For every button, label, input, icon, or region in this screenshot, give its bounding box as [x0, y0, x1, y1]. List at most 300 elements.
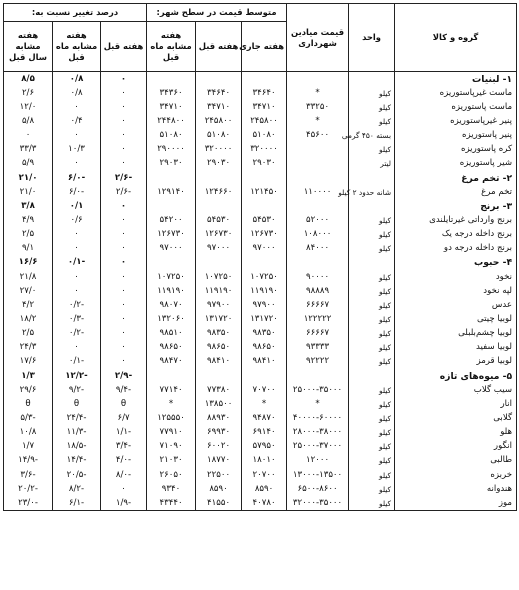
market-price: ۴۰۰۰۰-۶۰۰۰۰	[287, 411, 349, 425]
table-row	[4, 298, 517, 312]
item-name: ۳- برنج	[395, 199, 517, 213]
market-price: ۴۵۶۰۰	[287, 129, 349, 143]
prev-month-price: ۵۱۰۸۰	[147, 129, 196, 143]
prev-month-price: ۹۷۰۰۰	[147, 242, 196, 256]
prev-week-price: ۹۸۳۵۰	[196, 327, 242, 341]
pct-prev-month: -۱۲/۲	[53, 369, 101, 383]
pct-prev-week: ۰	[101, 129, 147, 143]
market-price	[287, 256, 349, 270]
prev-month-price: ۷۱۰۹۰	[147, 440, 196, 454]
unit: کیلو	[349, 454, 395, 468]
group-row	[4, 256, 517, 270]
item-name: خربزه	[395, 468, 517, 482]
prev-month-price: ۱۱۹۱۹۰	[147, 284, 196, 298]
prev-month-price	[147, 199, 196, 213]
unit: کیلو	[349, 440, 395, 454]
prev-week-price: ۸۸۹۳۰	[196, 411, 242, 425]
current-week-price: ۳۴۷۱۰	[242, 100, 287, 114]
pct-prev-week: ۰	[101, 284, 147, 298]
prev-week-price: ۲۹۰۳۰	[196, 157, 242, 171]
table-row	[4, 100, 517, 114]
pct-prev-week: θ	[101, 397, 147, 411]
current-week-price: ۵۷۹۵۰	[242, 440, 287, 454]
pct-prev-year: ۱۸/۲	[4, 312, 53, 326]
unit: کیلو	[349, 100, 395, 114]
current-week-price: ۸۵۹۰	[242, 482, 287, 496]
current-week-price	[242, 369, 287, 383]
table-row	[4, 426, 517, 440]
item-name: برنج داخله درجه یک	[395, 228, 517, 242]
item-name: طالبی	[395, 454, 517, 468]
pct-prev-week: ۰	[101, 228, 147, 242]
pct-prev-month: ۰	[53, 242, 101, 256]
group-row	[4, 199, 517, 213]
table-row	[4, 242, 517, 256]
table-row	[4, 327, 517, 341]
current-week-price	[242, 199, 287, 213]
market-price	[287, 157, 349, 171]
unit	[349, 256, 395, 270]
market-price: ۱۲۲۲۲۲	[287, 312, 349, 326]
current-week-price: *	[242, 397, 287, 411]
group-row	[4, 171, 517, 185]
current-week-price	[242, 171, 287, 185]
prev-week-price: ۹۷۹۰۰	[196, 298, 242, 312]
pct-prev-year: ۱۰/۸	[4, 426, 53, 440]
prev-week-price: ۲۴۵۸۰۰	[196, 114, 242, 128]
pct-prev-year: ۲۷/۰	[4, 284, 53, 298]
pct-prev-month: ۰	[53, 157, 101, 171]
current-week-price: ۲۴۵۸۰۰	[242, 114, 287, 128]
item-name: هندوانه	[395, 482, 517, 496]
current-week-price: ۹۸۴۱۰	[242, 355, 287, 369]
item-name: برنج داخله درجه دو	[395, 242, 517, 256]
pct-prev-year: -۲۰/۲	[4, 482, 53, 496]
market-price: ۹۰۰۰۰	[287, 270, 349, 284]
prev-week-price: ۱۲۴۶۶۰	[196, 185, 242, 199]
market-price: ۱۱۰۰۰۰	[287, 185, 349, 199]
pct-prev-year: ۲۱/۰	[4, 185, 53, 199]
pct-prev-month: -۶/۱	[53, 496, 101, 511]
market-price: ۹۸۸۸۹	[287, 284, 349, 298]
prev-month-price	[147, 369, 196, 383]
pct-prev-month: -۱۸/۵	[53, 440, 101, 454]
item-name: انگور	[395, 440, 517, 454]
table-row	[4, 228, 517, 242]
unit: کیلو	[349, 143, 395, 157]
prev-week-price: ۹۸۴۱۰	[196, 355, 242, 369]
pct-prev-month: ۰/۸	[53, 86, 101, 100]
prev-week-price	[196, 171, 242, 185]
table-row	[4, 284, 517, 298]
market-price: ۱۲۰۰۰	[287, 454, 349, 468]
pct-prev-year: ۱/۳	[4, 369, 53, 383]
pct-prev-year: ۱/۷	[4, 440, 53, 454]
prev-month-price: ۲۹۰۳۰	[147, 157, 196, 171]
prev-month-price: ۲۶۰۵۰	[147, 468, 196, 482]
market-price: ۳۲۰۰۰-۳۵۰۰۰	[287, 496, 349, 511]
item-name: عدس	[395, 298, 517, 312]
current-week-price	[242, 256, 287, 270]
prev-week-price: ۹۷۰۰۰	[196, 242, 242, 256]
pct-prev-week: -۸/۰	[101, 468, 147, 482]
unit: لیتر	[349, 157, 395, 171]
item-name: موز	[395, 496, 517, 511]
header-item: گروه و کالا	[395, 4, 517, 72]
item-name: نخود	[395, 270, 517, 284]
market-price: ۹۳۳۳۳	[287, 341, 349, 355]
pct-prev-month: -۲۰/۵	[53, 468, 101, 482]
prev-week-price: ۱۳۱۷۲۰	[196, 312, 242, 326]
pct-prev-month: ۰	[53, 270, 101, 284]
market-price: ۲۵۰۰۰-۳۷۰۰۰	[287, 440, 349, 454]
table-row	[4, 411, 517, 425]
unit: کیلو	[349, 341, 395, 355]
unit	[349, 72, 395, 87]
item-name: لوبیا سفید	[395, 341, 517, 355]
market-price: ۶۶۶۶۷	[287, 298, 349, 312]
prev-month-price: ۲۱۰۳۰	[147, 454, 196, 468]
prev-month-price	[147, 171, 196, 185]
pct-prev-week: -۲/۹	[101, 369, 147, 383]
unit	[349, 171, 395, 185]
prev-week-price: ۸۵۹۰	[196, 482, 242, 496]
prev-month-price: ۱۰۷۲۵۰	[147, 270, 196, 284]
header-prev-month-week: هفته مشابه ماه قبل	[147, 22, 196, 72]
item-name: انار	[395, 397, 517, 411]
prev-month-price: ۲۴۴۸۰۰	[147, 114, 196, 128]
pct-prev-week: ۰	[101, 298, 147, 312]
prev-month-price: ۴۳۴۴۰	[147, 496, 196, 511]
pct-prev-month: ۰	[53, 284, 101, 298]
pct-prev-month: ۰	[53, 228, 101, 242]
current-week-price: ۹۸۳۵۰	[242, 327, 287, 341]
pct-prev-week: -۱/۹	[101, 496, 147, 511]
unit: شانه حدود ۲ کیلو	[349, 185, 395, 199]
item-name: گلابی	[395, 411, 517, 425]
table-row	[4, 397, 517, 411]
pct-prev-week: ۰	[101, 199, 147, 213]
market-price: ۶۶۶۶۷	[287, 327, 349, 341]
prev-month-price: ۳۴۷۱۰	[147, 100, 196, 114]
market-price: ۹۲۲۲۲	[287, 355, 349, 369]
pct-prev-week: ۰	[101, 482, 147, 496]
pct-prev-week: -۳/۴	[101, 440, 147, 454]
item-name: برنج وارداتی غیرتایلندی	[395, 213, 517, 227]
unit: کیلو	[349, 242, 395, 256]
prev-week-price: ۹۸۶۵۰	[196, 341, 242, 355]
prev-week-price: ۱۳۸۵۰۰	[196, 397, 242, 411]
prev-month-price: ۱۲۶۷۳۰	[147, 228, 196, 242]
pct-prev-year: θ	[4, 397, 53, 411]
market-price: ۱۳۰۰۰-۱۳۵۰۰	[287, 468, 349, 482]
pct-prev-month: -۶/۰	[53, 185, 101, 199]
prev-month-price: ۹۸۶۵۰	[147, 341, 196, 355]
unit: کیلو	[349, 298, 395, 312]
current-week-price: ۶۹۱۴۰	[242, 426, 287, 440]
market-price: ۸۴۰۰۰	[287, 242, 349, 256]
market-price: ۲۵۰۰۰-۳۵۰۰۰	[287, 383, 349, 397]
pct-prev-month: ۰	[53, 100, 101, 114]
pct-prev-week: ۰	[101, 157, 147, 171]
prev-month-price	[147, 256, 196, 270]
pct-prev-year: -۳/۶	[4, 468, 53, 482]
pct-prev-month: -۱۴/۴	[53, 454, 101, 468]
market-price	[287, 199, 349, 213]
unit: کیلو	[349, 213, 395, 227]
unit: کیلو	[349, 383, 395, 397]
table-row	[4, 482, 517, 496]
item-name: لوبیا چشم‌بلبلی	[395, 327, 517, 341]
pct-prev-month: -۰/۱	[53, 355, 101, 369]
pct-prev-year: ۳۳/۳	[4, 143, 53, 157]
pct-prev-year: ۲۹/۶	[4, 383, 53, 397]
item-name: سیب گلاب	[395, 383, 517, 397]
market-price: ۱۰۸۰۰۰	[287, 228, 349, 242]
item-name: ۱- لبنیات	[395, 72, 517, 87]
unit: کیلو	[349, 411, 395, 425]
current-week-price: ۲۹۰۳۰	[242, 157, 287, 171]
pct-prev-year: -۲۳/۰	[4, 496, 53, 511]
unit: کیلو	[349, 270, 395, 284]
item-name: ۲- تخم مرغ	[395, 171, 517, 185]
prev-week-price: ۱۲۶۷۳۰	[196, 228, 242, 242]
header-pct-prev-month: هفته مشابه ماه قبل	[53, 22, 101, 72]
pct-prev-year: ۴/۹	[4, 213, 53, 227]
prev-month-price: ۹۸۵۱۰	[147, 327, 196, 341]
market-price: *	[287, 86, 349, 100]
pct-prev-year: ۸/۵	[4, 72, 53, 87]
pct-prev-month: -۰/۲	[53, 327, 101, 341]
unit: کیلو	[349, 86, 395, 100]
pct-prev-month: ۰/۴	[53, 114, 101, 128]
table-row	[4, 496, 517, 511]
market-price	[287, 369, 349, 383]
pct-prev-year: ۴/۲	[4, 298, 53, 312]
unit	[349, 199, 395, 213]
item-name: پنیر غیرپاستوریزه	[395, 114, 517, 128]
current-week-price: ۱۲۱۴۵۰	[242, 185, 287, 199]
current-week-price: ۱۱۹۱۹۰	[242, 284, 287, 298]
pct-prev-month: ۱۰/۳	[53, 143, 101, 157]
pct-prev-year: ۲۴/۳	[4, 341, 53, 355]
prev-month-price: ۹۸۴۷۰	[147, 355, 196, 369]
current-week-price: ۳۲۰۰۰۰	[242, 143, 287, 157]
pct-prev-year: ۲/۵	[4, 228, 53, 242]
table-row	[4, 312, 517, 326]
pct-prev-year: ۹/۱	[4, 242, 53, 256]
pct-prev-year: ۲۱/۸	[4, 270, 53, 284]
unit: کیلو	[349, 284, 395, 298]
prev-week-price: ۵۴۵۳۰	[196, 213, 242, 227]
unit: کیلو	[349, 496, 395, 511]
unit: کیلو	[349, 327, 395, 341]
pct-prev-week: ۰	[101, 256, 147, 270]
unit: بسته ۴۵۰ گرمی	[349, 129, 395, 143]
prev-month-price: ۹۸۰۷۰	[147, 298, 196, 312]
pct-prev-month: -۶/۰	[53, 171, 101, 185]
unit: کیلو	[349, 114, 395, 128]
prev-week-price: ۱۰۷۲۵۰	[196, 270, 242, 284]
price-table	[3, 3, 517, 511]
current-week-price: ۵۱۰۸۰	[242, 129, 287, 143]
group-row	[4, 369, 517, 383]
pct-prev-year: ۲/۶	[4, 86, 53, 100]
prev-month-price: ۳۴۳۶۰	[147, 86, 196, 100]
pct-prev-year: -۱۴/۹	[4, 454, 53, 468]
pct-prev-week: -۹/۴	[101, 383, 147, 397]
prev-month-price: ۷۷۹۱۰	[147, 426, 196, 440]
current-week-price	[242, 72, 287, 87]
prev-month-price: ۱۲۵۵۵۰	[147, 411, 196, 425]
market-price	[287, 72, 349, 87]
table-row	[4, 143, 517, 157]
prev-month-price	[147, 72, 196, 87]
prev-month-price: ۱۳۲۰۶۰	[147, 312, 196, 326]
prev-week-price: ۳۲۰۰۰۰	[196, 143, 242, 157]
current-week-price: ۲۰۷۰۰	[242, 468, 287, 482]
pct-prev-year: ۵/۹	[4, 157, 53, 171]
prev-week-price	[196, 256, 242, 270]
current-week-price: ۷۰۷۰۰	[242, 383, 287, 397]
pct-prev-week: ۶/۷	[101, 411, 147, 425]
pct-prev-month: ۰/۶	[53, 213, 101, 227]
market-price: *	[287, 114, 349, 128]
pct-prev-week: ۰	[101, 114, 147, 128]
header-pct-prev-week: هفته قبل	[101, 22, 147, 72]
pct-prev-week: ۰	[101, 242, 147, 256]
unit: کیلو	[349, 426, 395, 440]
item-name: تخم مرغ	[395, 185, 517, 199]
pct-prev-year: ۱۷/۶	[4, 355, 53, 369]
pct-prev-month: ۰/۸	[53, 72, 101, 87]
pct-prev-month: -۰/۱	[53, 256, 101, 270]
market-price: ۵۲۰۰۰	[287, 213, 349, 227]
prev-week-price: ۵۱۰۸۰	[196, 129, 242, 143]
pct-prev-year: ۳/۸	[4, 199, 53, 213]
item-name: هلو	[395, 426, 517, 440]
pct-prev-week: ۰	[101, 327, 147, 341]
unit: کیلو	[349, 482, 395, 496]
table-row	[4, 355, 517, 369]
pct-prev-month: -۸/۲	[53, 482, 101, 496]
market-price: *	[287, 397, 349, 411]
pct-prev-month: -۲۴/۴	[53, 411, 101, 425]
pct-prev-week: ۰	[101, 100, 147, 114]
prev-week-price	[196, 72, 242, 87]
header-city-avg: متوسط قیمت در سطح شهر:	[147, 4, 287, 22]
pct-prev-month: ۰	[53, 129, 101, 143]
prev-week-price: ۳۴۶۴۰	[196, 86, 242, 100]
header-pct-change: درصد تغییر نسبت به:	[4, 4, 147, 22]
pct-prev-week: -۲/۶	[101, 185, 147, 199]
table-row	[4, 468, 517, 482]
item-name: لوبیا قرمز	[395, 355, 517, 369]
pct-prev-week: ۰	[101, 355, 147, 369]
group-row	[4, 72, 517, 87]
pct-prev-year: ۱۲/۰	[4, 100, 53, 114]
price-report-sheet	[3, 3, 516, 587]
current-week-price: ۳۴۶۴۰	[242, 86, 287, 100]
prev-month-price: ۲۹۰۰۰۰	[147, 143, 196, 157]
pct-prev-month: -۱۱/۳	[53, 426, 101, 440]
current-week-price: ۹۷۹۰۰	[242, 298, 287, 312]
prev-month-price: *	[147, 397, 196, 411]
pct-prev-week: ۰	[101, 270, 147, 284]
pct-prev-week: ۰	[101, 86, 147, 100]
pct-prev-year: ۵/۸	[4, 114, 53, 128]
item-name: لپه نخود	[395, 284, 517, 298]
header-unit: واحد	[349, 4, 395, 72]
unit: کیلو	[349, 397, 395, 411]
market-price	[287, 171, 349, 185]
pct-prev-month: -۹/۲	[53, 383, 101, 397]
current-week-price: ۹۸۶۵۰	[242, 341, 287, 355]
item-name: لوبیا چیتی	[395, 312, 517, 326]
current-week-price: ۵۴۵۳۰	[242, 213, 287, 227]
item-name: شیر پاستوریزه	[395, 157, 517, 171]
pct-prev-month: θ	[53, 397, 101, 411]
header-pct-prev-year: هفته مشابه سال قبل	[4, 22, 53, 72]
header-current-week: هفته جاری	[242, 22, 287, 72]
pct-prev-week: -۲/۶	[101, 171, 147, 185]
table-row	[4, 129, 517, 143]
current-week-price: ۱۰۷۲۵۰	[242, 270, 287, 284]
item-name: ماست غیرپاستوریزه	[395, 86, 517, 100]
pct-prev-year: ۱۶/۶	[4, 256, 53, 270]
unit: کیلو	[349, 355, 395, 369]
pct-prev-week: -۱/۱	[101, 426, 147, 440]
table-row	[4, 440, 517, 454]
pct-prev-month: -۰/۳	[53, 312, 101, 326]
pct-prev-week: -۴/۰	[101, 454, 147, 468]
table-row	[4, 213, 517, 227]
unit: کیلو	[349, 312, 395, 326]
current-week-price: ۹۴۸۷۰	[242, 411, 287, 425]
table-row	[4, 270, 517, 284]
prev-week-price: ۴۱۵۵۰	[196, 496, 242, 511]
prev-month-price: ۵۴۲۰۰	[147, 213, 196, 227]
header-market-price: قیمت میادین شهرداری	[287, 4, 349, 72]
unit: کیلو	[349, 468, 395, 482]
pct-prev-year: -۵/۳	[4, 411, 53, 425]
prev-week-price	[196, 369, 242, 383]
pct-prev-month: -۰/۲	[53, 298, 101, 312]
table-body	[4, 72, 517, 511]
prev-month-price: ۱۲۹۱۴۰	[147, 185, 196, 199]
current-week-price: ۱۸۰۱۰	[242, 454, 287, 468]
prev-week-price: ۷۷۳۸۰	[196, 383, 242, 397]
table-row	[4, 185, 517, 199]
item-name: ۴- حبوب	[395, 256, 517, 270]
current-week-price: ۱۳۱۷۲۰	[242, 312, 287, 326]
prev-week-price: ۲۲۵۰۰	[196, 468, 242, 482]
market-price	[287, 143, 349, 157]
prev-month-price: ۹۳۴۰	[147, 482, 196, 496]
table-row	[4, 454, 517, 468]
item-name: پنیر پاستوریزه	[395, 129, 517, 143]
current-week-price: ۴۰۷۸۰	[242, 496, 287, 511]
unit: کیلو	[349, 228, 395, 242]
pct-prev-year: ۲/۵	[4, 327, 53, 341]
table-row	[4, 86, 517, 100]
item-name: ماست پاستوریزه	[395, 100, 517, 114]
pct-prev-week: ۰	[101, 213, 147, 227]
table-row	[4, 383, 517, 397]
current-week-price: ۱۲۶۷۳۰	[242, 228, 287, 242]
item-name: ۵- میوه‌های تازه	[395, 369, 517, 383]
header-prev-week: هفته قبل	[196, 22, 242, 72]
